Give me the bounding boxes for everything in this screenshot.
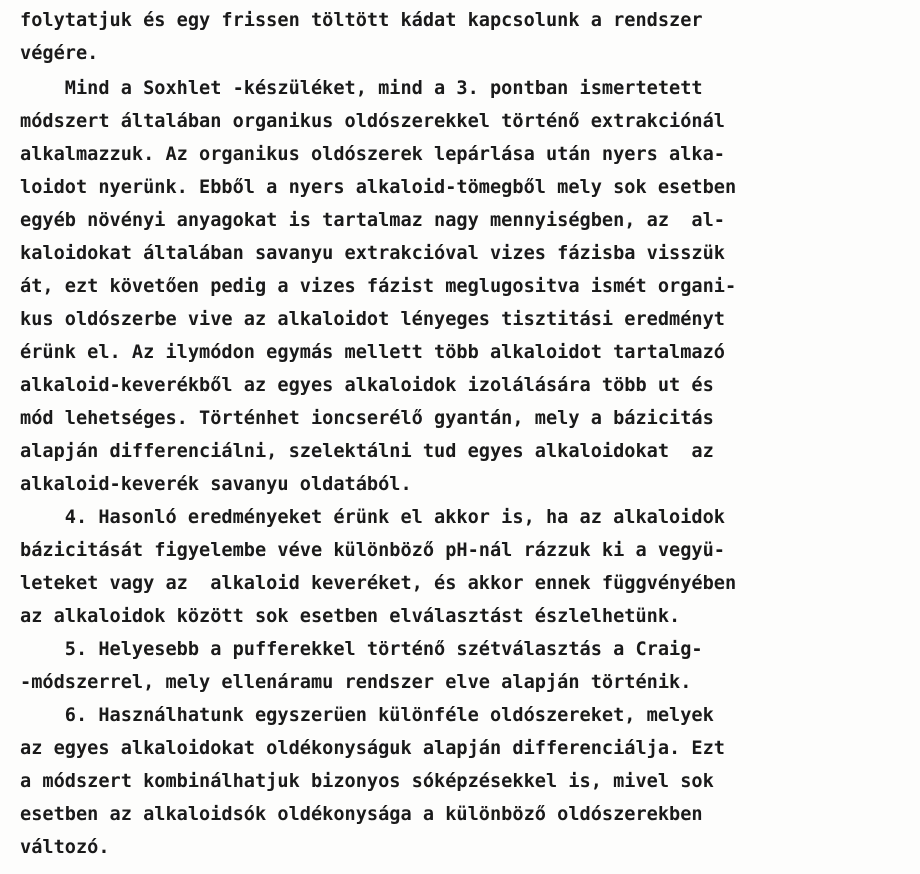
text-line: az egyes alkaloidokat oldékonyságuk alapján differenciálja. Ezt (20, 737, 725, 759)
text-line: alkaloid-keverékből az egyes alkaloidok izolálására több ut és (20, 374, 714, 396)
text-line: a módszert kombinálhatjuk bizonyos sóképzésekkel is, mivel sok (20, 770, 714, 792)
text-line: módszert általában organikus oldószerekkel történő extrakciónál (20, 110, 725, 132)
text-line: folytatjuk és egy frissen töltött kádat kapcsolunk a rendszer (20, 9, 703, 31)
text-line: 6. Használhatunk egyszerüen különféle oldószereket, melyek (20, 704, 714, 726)
text-line: Mind a Soxhlet -készüléket, mind a 3. pontban ismertetett (20, 77, 703, 99)
text-line: bázicitását figyelembe véve különböző pH-nál rázzuk ki a vegyü- (20, 539, 725, 561)
text-line: alkalmazzuk. Az organikus oldószerek lepárlása után nyers alka- (20, 143, 725, 165)
text-line: egyéb növényi anyagokat is tartalmaz nagy mennyiségben, az al- (20, 209, 725, 231)
text-line: az alkaloidok között sok esetben elválasztást észlelhetünk. (20, 605, 681, 627)
text-line: érünk el. Az ilymódon egymás mellett több alkaloidot tartalmazó (20, 341, 725, 363)
text-line: leteket vagy az alkaloid keveréket, és akkor ennek függvényében (20, 572, 737, 594)
text-line: alkaloid-keverék savanyu oldatából. (20, 473, 412, 495)
text-line: 5. Helyesebb a pufferekkel történő szétválasztás a Craig- (20, 638, 703, 660)
text-line: változó. (20, 836, 110, 858)
text-line: esetben az alkaloidsók oldékonysága a különböző oldószerekben (20, 803, 703, 825)
text-line: át, ezt követően pedig a vizes fázist meglugositva ismét organi- (20, 275, 737, 297)
text-line: mód lehetséges. Történhet ioncserélő gyantán, mely a bázicitás (20, 407, 714, 429)
text-line: kus oldószerbe vive az alkaloidot lényeges tisztitási eredményt (20, 308, 725, 330)
text-line: alapján differenciálni, szelektálni tud egyes alkaloidokat az (20, 440, 714, 462)
text-line: 4. Hasonló eredményeket érünk el akkor is, ha az alkaloidok (20, 506, 725, 528)
text-line: -módszerrel, mely ellenáramu rendszer elve alapján történik. (20, 671, 692, 693)
text-line: kaloidokat általában savanyu extrakcióval vizes fázisba visszük (20, 242, 725, 264)
text-line: loidot nyerünk. Ebből a nyers alkaloid-tömegből mely sok esetben (20, 176, 737, 198)
text-line: végére. (20, 42, 99, 64)
